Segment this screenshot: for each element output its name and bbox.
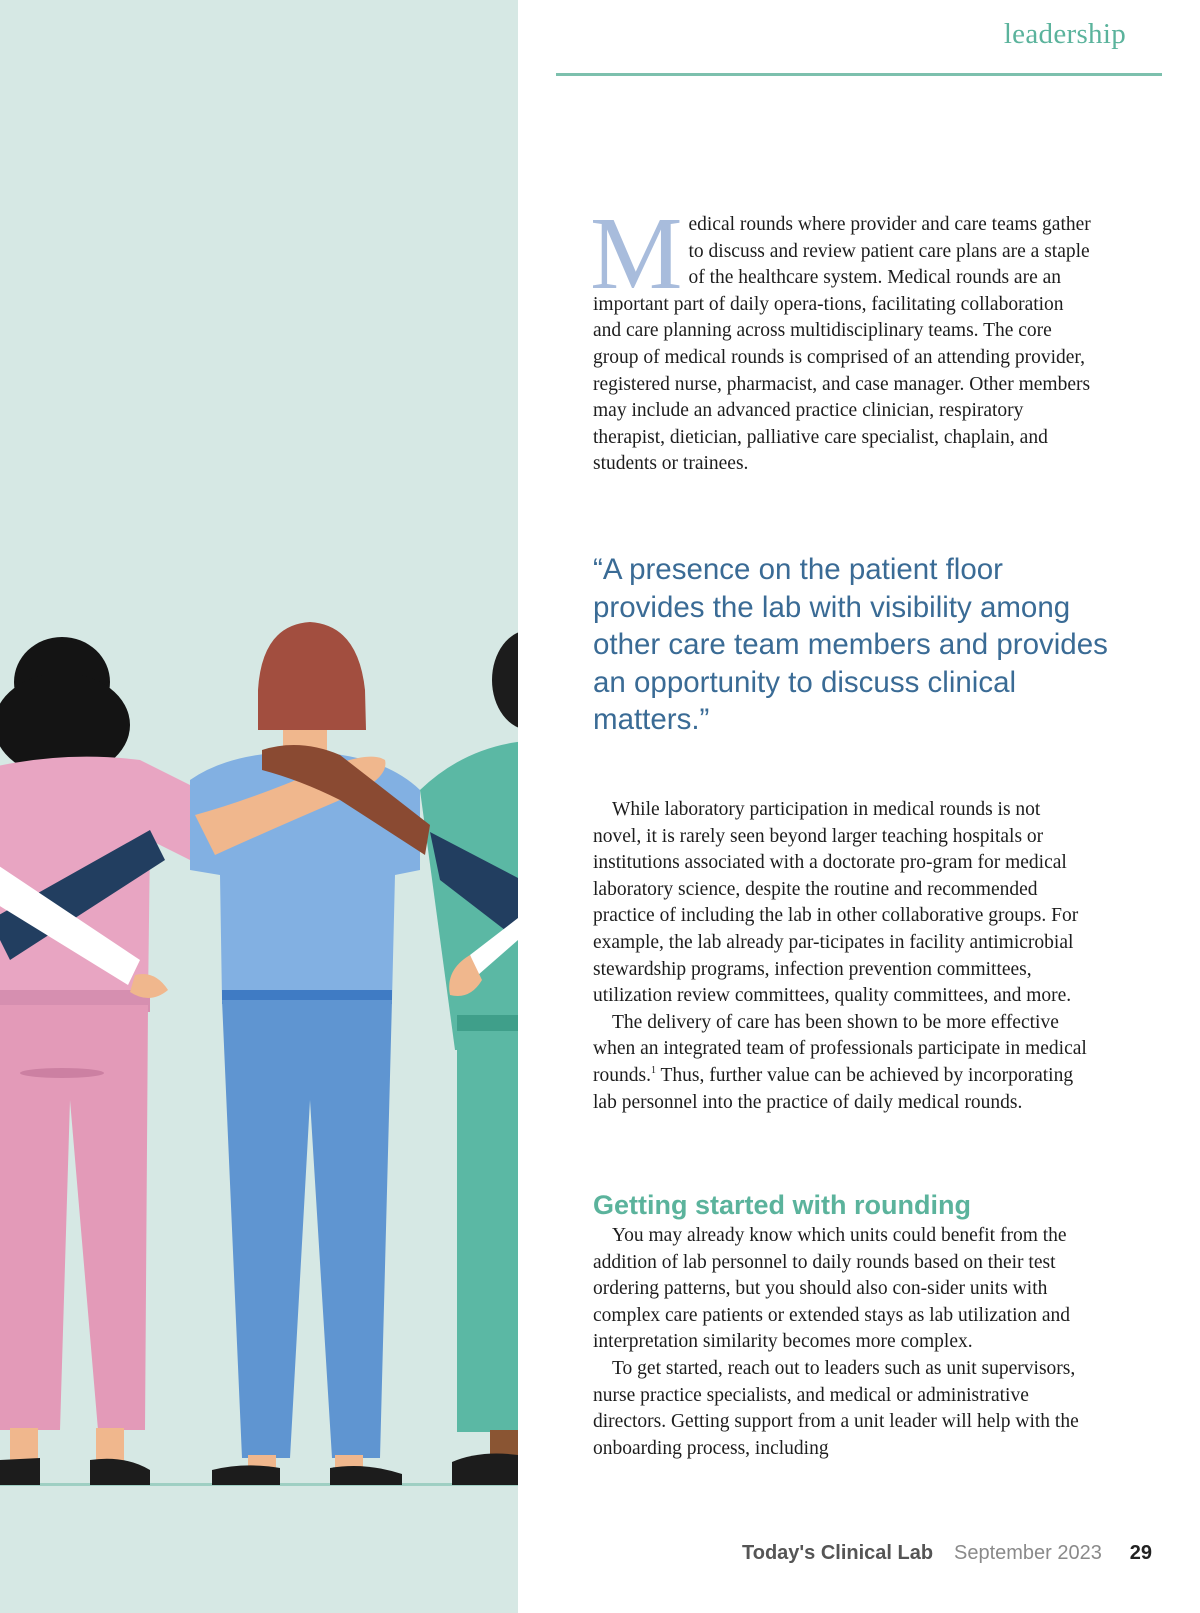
magazine-name: Today's Clinical Lab bbox=[742, 1542, 934, 1564]
body-paragraph: You may already know which units could benefit from the addition of lab personnel to daily rounds based on their test ordering patterns, but you should also con-sider units with complex care patients or extended stays as lab utilization and interpretation similarity becomes more complex. bbox=[593, 1225, 1071, 1353]
body-paragraph: While laboratory participation in medical rounds is not novel, it is rarely seen beyond larger teaching hospitals or institutions associated with a doctorate pro-gram for medical laboratory science, despite the routine and recommended practice of including the lab in other collaborative groups. For example, the lab already par-ticipates in facility antimicrobial stewardship programs, infection prevention committees, utilization review committees, quality committees, and more. bbox=[593, 799, 1079, 1007]
body-paragraph-text: The delivery of care has been shown to be more effective when an integrated team of professionals participate in medical rounds. bbox=[593, 1011, 1087, 1086]
team-illustration bbox=[0, 0, 518, 1613]
issue-date: September 2023 bbox=[954, 1542, 1102, 1564]
page-footer bbox=[742, 1542, 1152, 1572]
body-section-1 bbox=[593, 797, 1093, 1116]
reference-marker: 1 bbox=[650, 1064, 656, 1076]
section-heading: Getting started with rounding bbox=[593, 1190, 971, 1220]
body-paragraph-text: Thus, further value can be achieved by incorporating lab personnel into the practice of daily medical rounds. bbox=[593, 1064, 1074, 1113]
intro-paragraph bbox=[590, 196, 1093, 478]
healthcare-team-embrace-art bbox=[0, 0, 518, 1613]
body-section-2 bbox=[593, 1223, 1093, 1462]
body-paragraph: To get started, reach out to leaders such as unit supervisors, nurse practice specialists, and medical or administrative directors. Getting support from a unit leader will help with the onboarding process, including bbox=[593, 1357, 1079, 1459]
drop-cap: M bbox=[590, 196, 683, 311]
intro-text: edical rounds where provider and care teams gather to discuss and review patient care plans are a staple of the healthcare system. Medical rounds are an important part of daily opera-tions, facilitating collaboration and care planning across multidisciplinary teams. The core group of medical rounds is comprised of an attending provider, registered nurse, pharmacist, and case manager. Other members may include an advanced practice clinician, respiratory therapist, dietician, palliative care specialist, chaplain, and students or trainees. bbox=[593, 214, 1091, 475]
person-left-figure bbox=[0, 637, 200, 1485]
page-number: 29 bbox=[1129, 1542, 1152, 1564]
body-paragraph bbox=[593, 1010, 1093, 1116]
section-divider bbox=[556, 73, 1162, 76]
section-label: leadership bbox=[1003, 18, 1126, 50]
person-right-figure bbox=[420, 630, 518, 1485]
pull-quote: “A presence on the patient floor provides the lab with visibility among other care team members and provides an opportunity to discuss clinical matters.” bbox=[593, 553, 1108, 736]
